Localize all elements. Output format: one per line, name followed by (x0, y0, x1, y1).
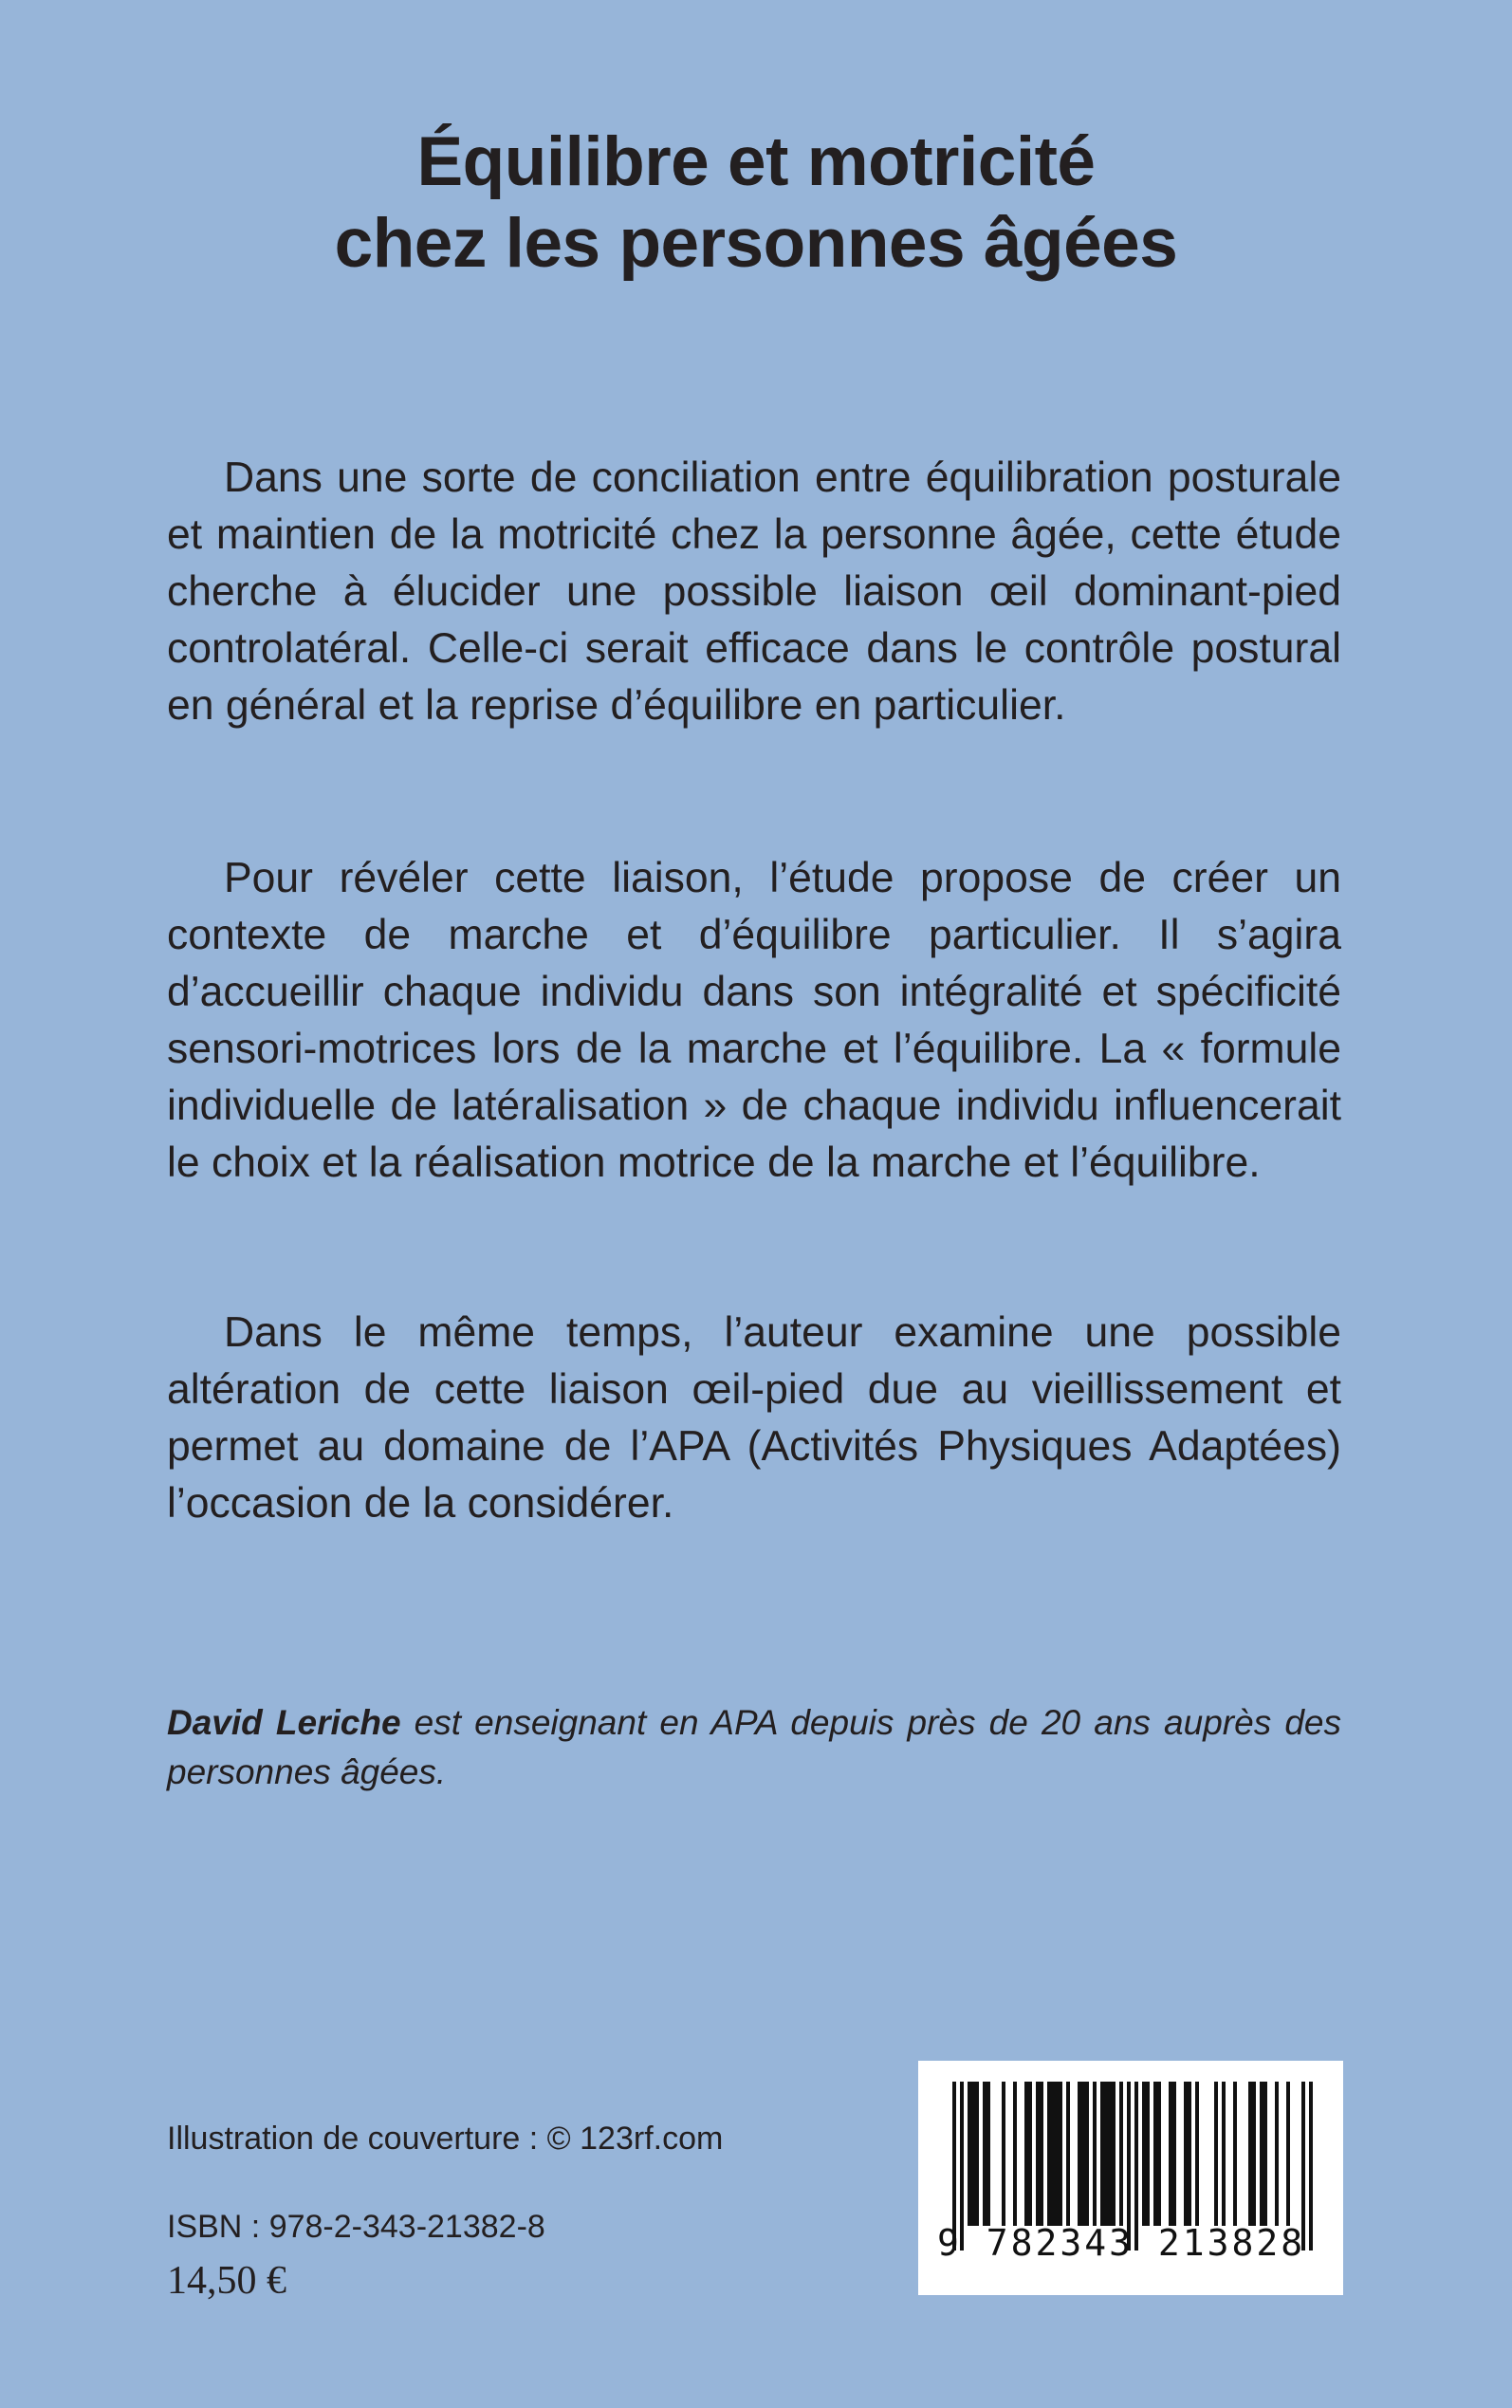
barcode-bar (968, 2082, 971, 2226)
barcode-bar (1260, 2082, 1263, 2226)
barcode-bar (975, 2082, 979, 2226)
barcode-bar (1252, 2082, 1256, 2226)
barcode-bar (1078, 2082, 1081, 2226)
barcode-bar (1093, 2082, 1097, 2226)
barcode-bar (1153, 2082, 1157, 2226)
barcode-bar (971, 2082, 975, 2226)
barcode-bar (1222, 2082, 1226, 2226)
barcode-bar (1108, 2082, 1112, 2226)
barcode-bar (1263, 2082, 1267, 2226)
barcode-bar (1024, 2082, 1028, 2226)
barcode-bar (1214, 2082, 1218, 2226)
barcode-bar (1248, 2082, 1252, 2226)
barcode-bar (1112, 2082, 1116, 2226)
barcode-bar (1047, 2082, 1051, 2226)
barcode-bar (1157, 2082, 1161, 2226)
barcode-bar (1233, 2082, 1237, 2226)
barcode-bar (1142, 2082, 1146, 2226)
author-bio (167, 1698, 1341, 1797)
summary-paragraph-2: Pour révéler cette liaison, l’étude propose de créer un contexte de marche et d’équilibre particulier. Il s’agira d’accueillir chaque individu dans son intégralité et spécificité sensori-motrices lors de la marche et l’équilibre. La « formule individuelle de latéralisation » de chaque individu influencerait le choix et la réalisation motrice de la marche et l’équilibre. (167, 855, 1341, 1186)
cover-illustration-credit: Illustration de couverture : © 123rf.com (167, 2121, 724, 2157)
barcode-bar (1119, 2082, 1123, 2226)
barcode-bar (1286, 2082, 1290, 2226)
barcode-bar (1066, 2082, 1070, 2226)
author-bio-text: est enseignant en APA depuis près de 20 ans auprès des personnes âgées. (167, 1703, 1341, 1791)
barcode-digits: 9 782343 213828 (937, 2222, 1306, 2264)
barcode-bar (1085, 2082, 1089, 2226)
barcode-bar (1051, 2082, 1055, 2226)
barcode-bar (1100, 2082, 1104, 2226)
barcode (918, 2061, 1343, 2295)
barcode-bar (1040, 2082, 1043, 2226)
barcode-bar (1184, 2082, 1188, 2226)
barcode-bar (1036, 2082, 1040, 2226)
book-title (142, 121, 1370, 285)
book-title-line-2: chez les personnes âgées (334, 205, 1178, 282)
barcode-bar (1172, 2082, 1176, 2226)
price: 14,50 € (167, 2259, 286, 2303)
barcode-bar (1055, 2082, 1059, 2226)
barcode-bar (1002, 2082, 1005, 2226)
barcode-bar (983, 2082, 986, 2226)
isbn: ISBN : 978-2-343-21382-8 (167, 2209, 545, 2245)
barcode-bar (1146, 2082, 1150, 2226)
barcode-bar (1059, 2082, 1062, 2226)
barcode-bar (1013, 2082, 1017, 2226)
barcode-bar (1104, 2082, 1108, 2226)
barcode-bar (1275, 2082, 1279, 2226)
barcode-bar (1188, 2082, 1191, 2226)
author-name: David Leriche (167, 1703, 401, 1742)
barcode-bar (986, 2082, 990, 2226)
summary-paragraph-1: Dans une sorte de conciliation entre équilibration posturale et maintien de la motricité chez la personne âgée, cette étude cherche à élucider une possible liaison œil dominant-pied controlatéral. Celle-ci serait efficace dans le contrôle postural en général et la reprise d’équilibre en particulier. (167, 454, 1341, 729)
barcode-bar (1195, 2082, 1199, 2226)
barcode-bar (1028, 2082, 1032, 2226)
barcode-bar (1169, 2082, 1172, 2226)
book-title-line-1: Équilibre et motricité (416, 123, 1096, 200)
barcode-bar (1081, 2082, 1085, 2226)
summary-paragraph-3: Dans le même temps, l’auteur examine une possible altération de cette liaison œil-pied due au vieillissement et permet au domaine de l’APA (Activités Physiques Adaptées) l’occasion de la considérer. (167, 1309, 1341, 1527)
